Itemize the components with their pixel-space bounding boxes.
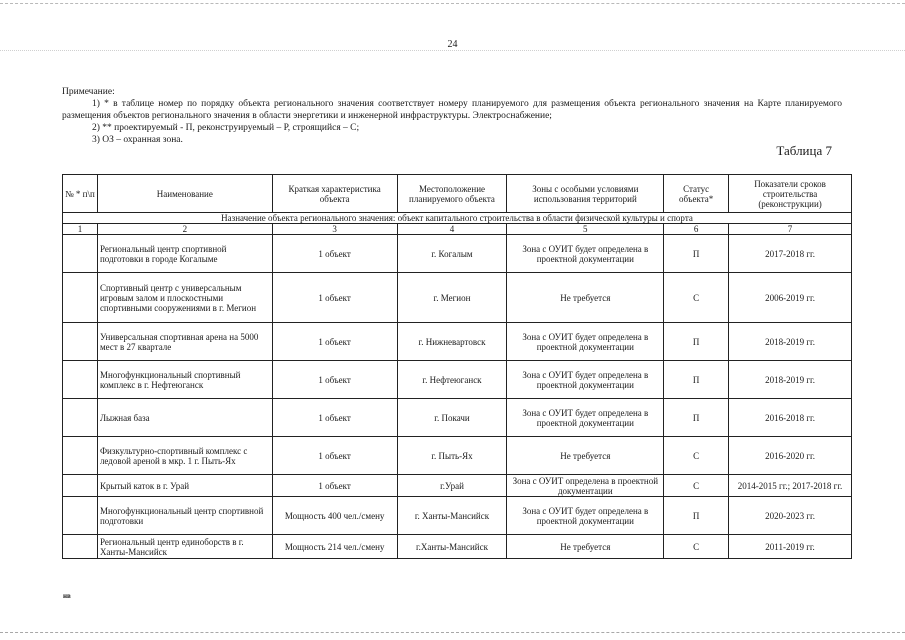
cell-name: Многофункциональный центр спортивной подготовки — [97, 497, 272, 535]
cell-location: г. Покачи — [397, 399, 507, 437]
table-caption: Таблица 7 — [776, 143, 832, 158]
cell-num — [63, 235, 98, 273]
cell-num — [63, 535, 98, 559]
table-row — [63, 437, 852, 475]
cell-zones: Зона с ОУИТ определена в проектной документации — [507, 475, 664, 497]
cell-terms: 2018-2019 гг. — [729, 323, 852, 361]
table-row — [63, 535, 852, 559]
note-item-3: 3) ОЗ – охранная зона. — [92, 135, 183, 145]
note-item-1: 1) * в таблице номер по порядку объекта регионального значения соответствует номеру планируемого для размещения объекта регионального значения на Карте планируемого размещения объектов регионального значения в области энергетики и инженерной инфраструктуры. Электроснабжение; — [62, 99, 842, 121]
cell-characteristic: 1 объект — [272, 273, 397, 323]
cell-num — [63, 361, 98, 399]
cell-name: Многофункциональный спортивный комплекс в г. Нефтеюганск — [97, 361, 272, 399]
cell-status: П — [664, 497, 729, 535]
page-number: 24 — [447, 39, 458, 50]
cell-characteristic: 1 объект — [272, 361, 397, 399]
cell-characteristic: 1 объект — [272, 235, 397, 273]
table-row — [63, 323, 852, 361]
column-number: 4 — [397, 224, 507, 235]
cell-name: Региональный центр единоборств в г. Ханты-Мансийск — [97, 535, 272, 559]
cell-zones: Зона с ОУИТ будет определена в проектной документации — [507, 361, 664, 399]
header-num: № * п\п — [63, 175, 98, 213]
cell-status: С — [664, 273, 729, 323]
note-block — [62, 86, 842, 146]
cell-zones: Зона с ОУИТ будет определена в проектной документации — [507, 323, 664, 361]
cell-status: П — [664, 399, 729, 437]
cell-zones: Не требуется — [507, 535, 664, 559]
table-row — [63, 235, 852, 273]
cell-terms: 2014-2015 гг.; 2017-2018 гг. — [729, 475, 852, 497]
cell-status: С — [664, 437, 729, 475]
cell-location: г. Пыть-Ях — [397, 437, 507, 475]
cell-num — [63, 273, 98, 323]
column-number: 2 — [97, 224, 272, 235]
cell-num — [63, 399, 98, 437]
column-number: 7 — [729, 224, 852, 235]
column-numbers-row — [63, 224, 852, 235]
cell-terms: 2011-2019 гг. — [729, 535, 852, 559]
column-number: 1 — [63, 224, 98, 235]
cell-location: г.Ханты-Мансийск — [397, 535, 507, 559]
cell-num — [63, 497, 98, 535]
cell-location: г. Когалым — [397, 235, 507, 273]
cell-location: г. Нижневартовск — [397, 323, 507, 361]
cell-characteristic: 1 объект — [272, 323, 397, 361]
cell-terms: 2018-2019 гг. — [729, 361, 852, 399]
header-zones: Зоны с особыми условиями использования территорий — [507, 175, 664, 213]
table-row — [63, 497, 852, 535]
column-number: 6 — [664, 224, 729, 235]
cell-location: г. Мегион — [397, 273, 507, 323]
column-number: 3 — [272, 224, 397, 235]
table-row — [63, 475, 852, 497]
scan-edge-bottom — [0, 632, 905, 633]
cell-num — [63, 437, 98, 475]
cell-name: Универсальная спортивная арена на 5000 мест в 27 квартале — [97, 323, 272, 361]
header-location: Местоположение планируемого объекта — [397, 175, 507, 213]
cell-terms: 2016-2020 гг. — [729, 437, 852, 475]
note-item-2: 2) ** проектируемый - П, реконструируемый – Р, строящийся – С; — [92, 123, 360, 133]
cell-status: П — [664, 235, 729, 273]
cell-location: г.Урай — [397, 475, 507, 497]
cell-terms: 2017-2018 гг. — [729, 235, 852, 273]
cell-num — [63, 323, 98, 361]
header-terms: Показатели сроков строительства (реконструкции) — [729, 175, 852, 213]
cell-zones: Не требуется — [507, 437, 664, 475]
cell-terms: 2006-2019 гг. — [729, 273, 852, 323]
cell-terms: 2016-2018 гг. — [729, 399, 852, 437]
cell-name: Физкультурно-спортивный комплекс с ледовой ареной в мкр. 1 г. Пыть-Ях — [97, 437, 272, 475]
table-row — [63, 399, 852, 437]
header-characteristic: Краткая характеристика объекта — [272, 175, 397, 213]
footer-mark: нв — [63, 592, 71, 600]
cell-location: г. Ханты-Мансийск — [397, 497, 507, 535]
cell-terms: 2020-2023 гг. — [729, 497, 852, 535]
cell-status: П — [664, 361, 729, 399]
cell-status: П — [664, 323, 729, 361]
cell-status: С — [664, 535, 729, 559]
cell-characteristic: Мощность 214 чел./смену — [272, 535, 397, 559]
cell-name: Крытый каток в г. Урай — [97, 475, 272, 497]
cell-name: Спортивный центр с универсальным игровым залом и плоскостными спортивными сооружениями в г. Мегион — [97, 273, 272, 323]
cell-characteristic: 1 объект — [272, 437, 397, 475]
objects-table — [62, 174, 852, 559]
table-row — [63, 273, 852, 323]
cell-characteristic: 1 объект — [272, 399, 397, 437]
cell-characteristic: 1 объект — [272, 475, 397, 497]
section-title: Назначение объекта регионального значения: объект капитального строительства в области физической культуры и спорта — [63, 213, 852, 224]
cell-name: Региональный центр спортивной подготовки в городе Когалыме — [97, 235, 272, 273]
cell-name: Лыжная база — [97, 399, 272, 437]
cell-zones: Зона с ОУИТ будет определена в проектной документации — [507, 399, 664, 437]
cell-location: г. Нефтеюганск — [397, 361, 507, 399]
header-status: Статус объекта* — [664, 175, 729, 213]
scan-artifact-line — [0, 50, 905, 51]
cell-zones: Зона с ОУИТ будет определена в проектной документации — [507, 235, 664, 273]
column-number: 5 — [507, 224, 664, 235]
header-name: Наименование — [97, 175, 272, 213]
cell-zones: Не требуется — [507, 273, 664, 323]
cell-status: С — [664, 475, 729, 497]
scan-edge-top — [0, 3, 905, 6]
note-heading: Примечание: — [62, 87, 115, 97]
table-header-row — [63, 175, 852, 213]
cell-zones: Зона с ОУИТ будет определена в проектной документации — [507, 497, 664, 535]
table-row — [63, 361, 852, 399]
section-title-row — [63, 213, 852, 224]
cell-characteristic: Мощность 400 чел./смену — [272, 497, 397, 535]
cell-num — [63, 475, 98, 497]
